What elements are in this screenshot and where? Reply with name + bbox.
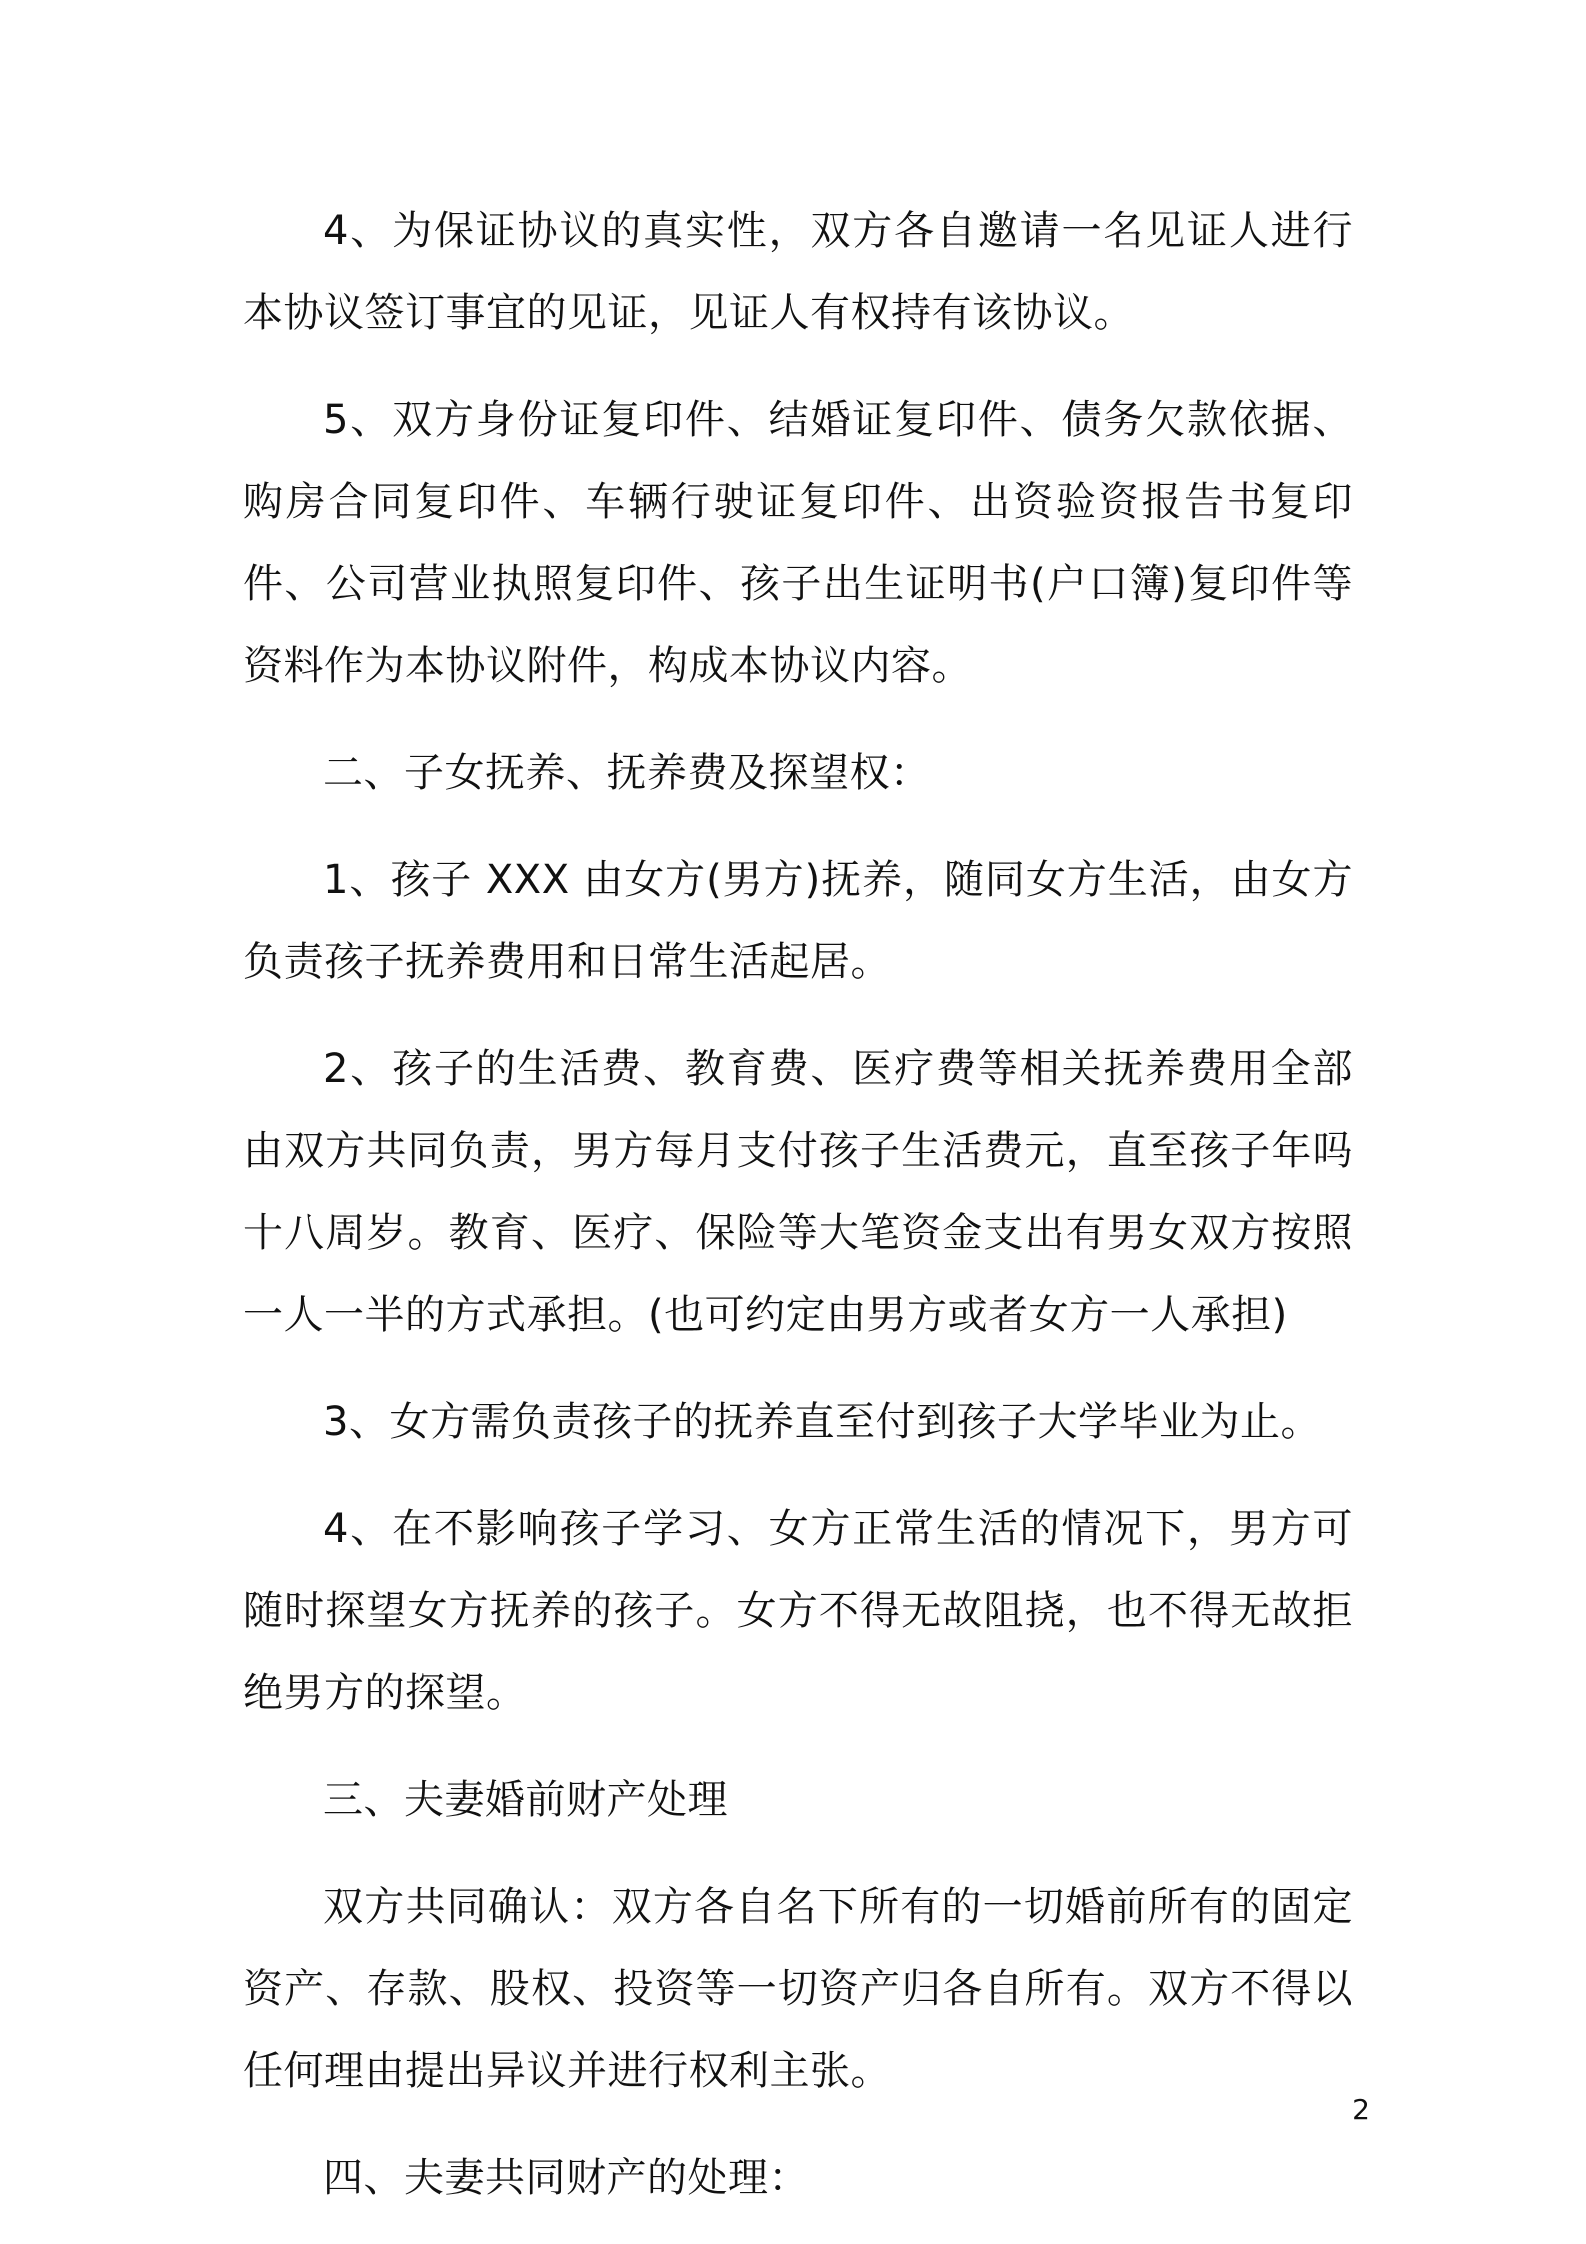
section-heading-child-custody: 二、子女抚养、抚养费及探望权： (323, 750, 931, 796)
paragraph-premarital-property-clause: 双方共同确认：双方各自名下所有的一切婚前所有的固定资产、存款、股权、投资等一切资产归各自所有。双方不得以任何理由提出异议并进行权利主张。 (243, 1884, 1353, 2094)
section-heading-premarital-property: 三、夫妻婚前财产处理 (323, 1777, 728, 1823)
document-body (243, 190, 1353, 2244)
paragraph-support-costs-clause: 2、孩子的生活费、教育费、医疗费等相关抚养费用全部由双方共同负责，男方每月支付孩子生活费元，直至孩子年吗十八周岁。教育、医疗、保险等大笔资金支出有男女双方按照一人一半的方式承担。(也可约定由男方或者女方一人承担) (243, 1046, 1353, 1338)
paragraph-support-duration-clause: 3、女方需负责孩子的抚养直至付到孩子大学毕业为止。 (323, 1399, 1321, 1445)
paragraph-custody-clause: 1、孩子 XXX 由女方(男方)抚养，随同女方生活，由女方负责孩子抚养费用和日常生活起居。 (243, 857, 1353, 985)
paragraph-attachments-clause: 5、双方身份证复印件、结婚证复印件、债务欠款依据、购房合同复印件、车辆行驶证复印件、出资验资报告书复印件、公司营业执照复印件、孩子出生证明书(户口簿)复印件等资料作为本协议附件，构成本协议内容。 (243, 397, 1353, 689)
section-heading-joint-property: 四、夫妻共同财产的处理： (323, 2155, 809, 2201)
paragraph-visitation-clause: 4、在不影响孩子学习、女方正常生活的情况下，男方可随时探望女方抚养的孩子。女方不得无故阻挠，也不得无故拒绝男方的探望。 (243, 1506, 1353, 1716)
page-number: 2 (1352, 2093, 1370, 2126)
paragraph-witness-clause: 4、为保证协议的真实性，双方各自邀请一名见证人进行本协议签订事宜的见证，见证人有权持有该协议。 (243, 208, 1353, 336)
